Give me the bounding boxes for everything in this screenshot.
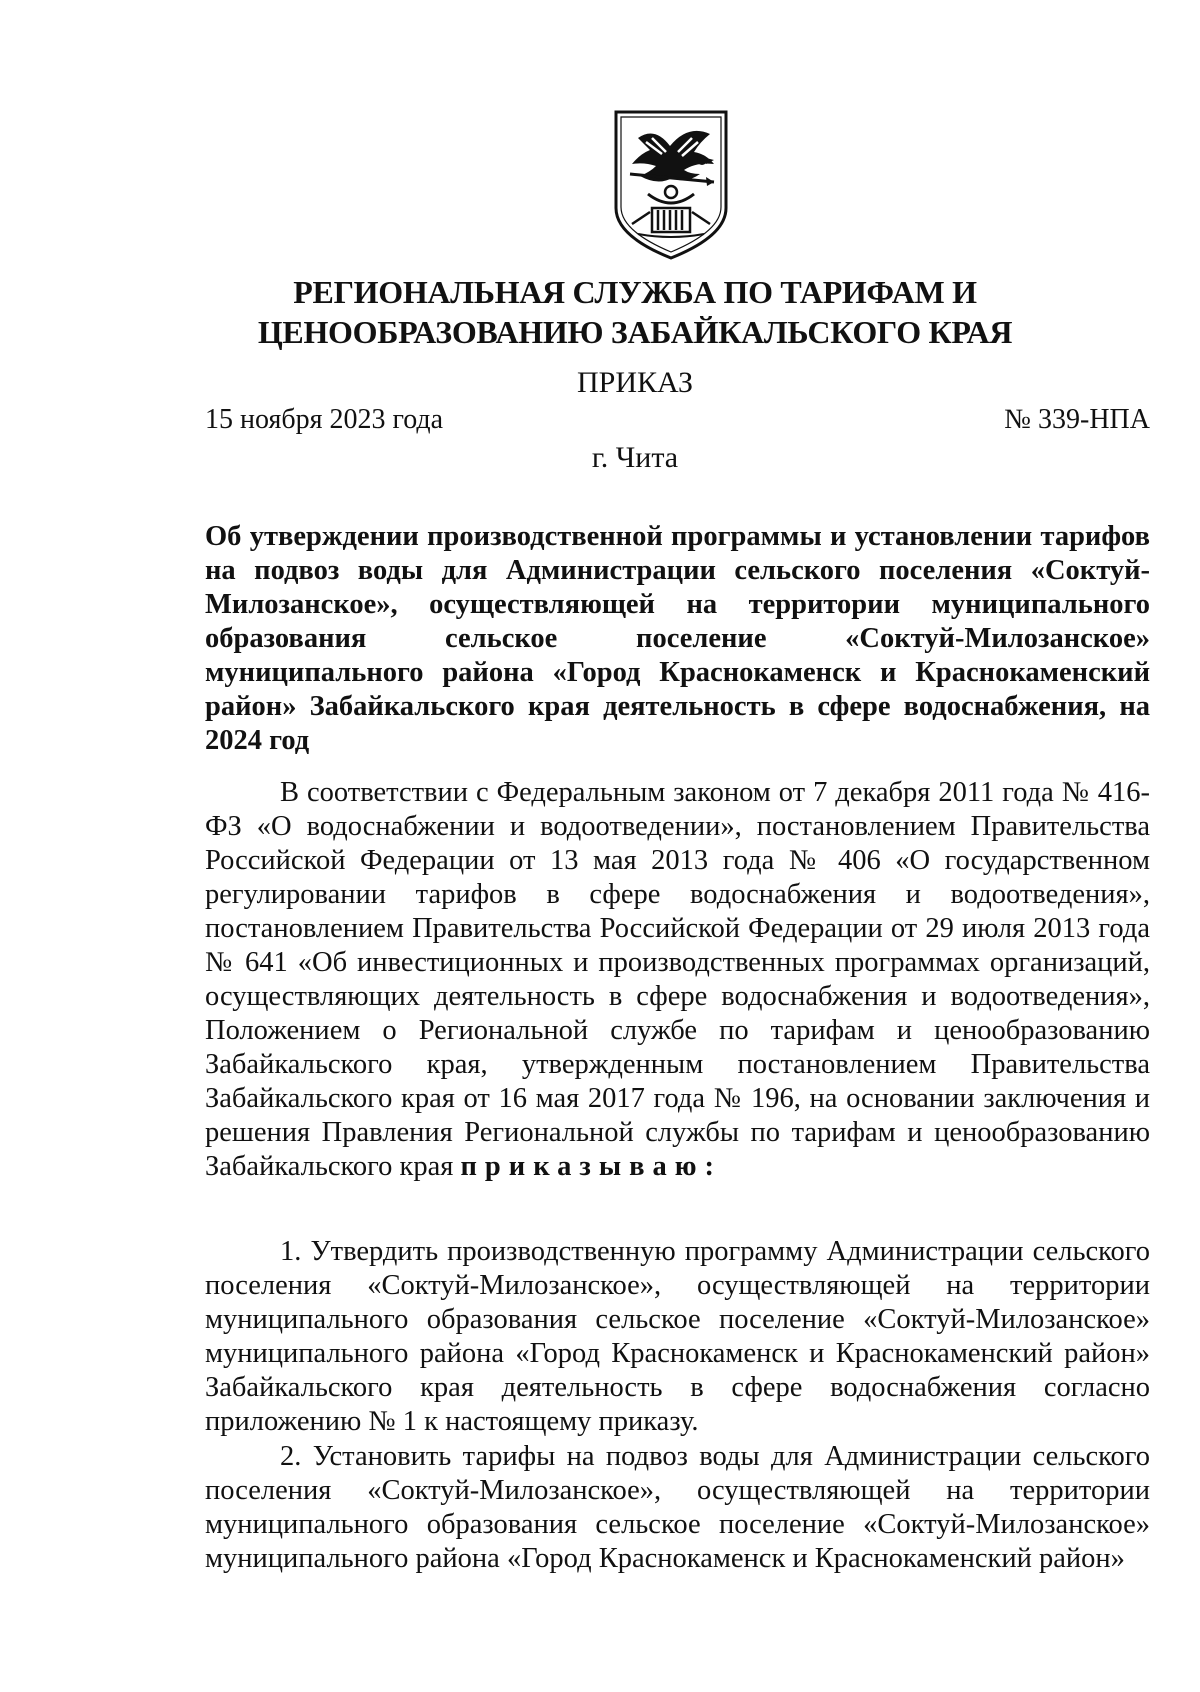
- order-item-1: 1. Утвердить производственную программу Администрации сельского поселения «Соктуй-Милозанское», осуществляющей на территории муниципального образования сельское поселение «Соктуй-Милозанское» муниципального района «Город Краснокаменск и Краснокаменский район» Забайкальского края деятельность в сфере водоснабжения согласно приложению № 1 к настоящему приказу.: [205, 1236, 1150, 1437]
- document-city: г. Чита: [591, 441, 679, 474]
- order-item-2: 2. Установить тарифы на подвоз воды для Администрации сельского поселения «Соктуй-Милозанское», осуществляющей на территории муниципального образования сельское поселение «Соктуй-Милозанское» муниципального района «Город Краснокаменск и Краснокаменский район»: [205, 1441, 1150, 1574]
- legal-basis-paragraph: [205, 776, 1150, 1184]
- organization-title: РЕГИОНАЛЬНАЯ СЛУЖБА ПО ТАРИФАМ И ЦЕНООБРАЗОВАНИЮ ЗАБАЙКАЛЬСКОГО КРАЯ: [257, 274, 1013, 350]
- document-type: ПРИКАЗ: [577, 366, 693, 399]
- legal-basis-text: В соответствии с Федеральным законом от 7 декабря 2011 года № 416-ФЗ «О водоснабжении и водоотведении», постановлением Правительства Российской Федерации от 13 мая 2013 года № 406 «О государственном регулировании тарифов в сфере водоснабжения и водоотведения», постановлением Правительства Российской Федерации от 29 июля 2013 года № 641 «Об инвестиционных и производственных программах организаций, осуществляющих деятельность в сфере водоснабжения и водоотведения», Положением о Региональной службе по тарифам и ценообразованию Забайкальского края, утвержденным постановлением Правительства Забайкальского края от 16 мая 2017 года № 196, на основании заключения и решения Правления Региональной службы по тарифам и ценообразованию Забайкальского края: [205, 777, 1150, 1182]
- document-number: № 339-НПА: [1004, 404, 1150, 435]
- document-subject: Об утверждении производственной программы и установлении тарифов на подвоз воды для Администрации сельского поселения «Соктуй-Милозанское», осуществляющей на территории муниципального образования сельское поселение «Соктуй-Милозанское» муниципального района «Город Краснокаменск и Краснокаменский район» Забайкальского края деятельность в сфере водоснабжения, на 2024 год: [205, 521, 1150, 756]
- coat-of-arms-icon: [610, 108, 732, 262]
- document-date: 15 ноября 2023 года: [205, 404, 444, 435]
- order-word: приказываю:: [460, 1151, 723, 1182]
